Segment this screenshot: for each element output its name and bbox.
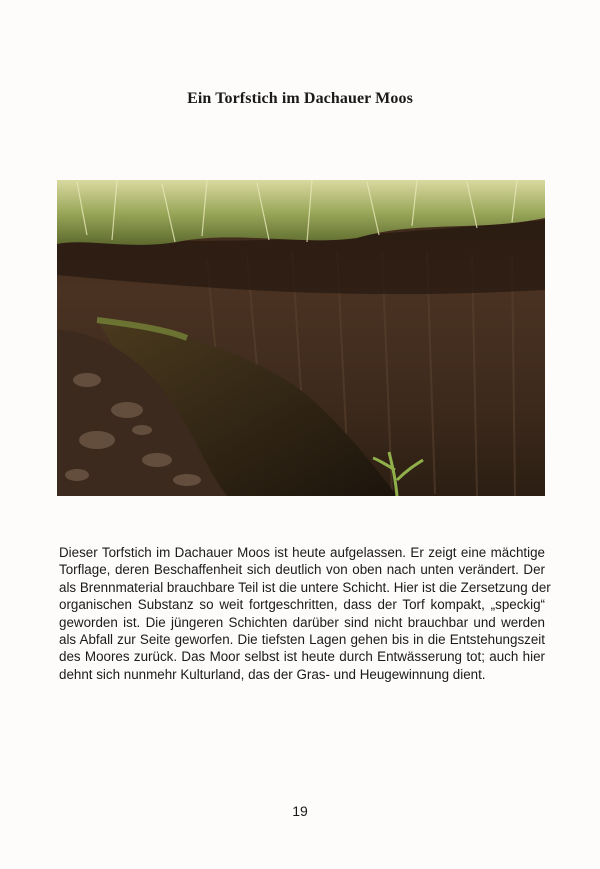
body-line: als Abfall zur Seite geworfen. Die tiefsten Lagen gehen bis in die Entstehungszeit <box>59 632 545 648</box>
body-line: als Brennmaterial brauchbare Teil ist die untere Schicht. Hier ist die Zersetzung der <box>59 579 551 595</box>
body-line: Dieser Torfstich im Dachauer Moos ist heute aufgelassen. Er zeigt eine mächtige <box>59 545 545 560</box>
body-line: organischen Substanz so weit fortgeschritten, dass der Torf kompakt, „speckig“ <box>59 597 545 613</box>
body-line: geworden ist. Die jüngeren Schichten darüber sind nicht brauchbar und werden <box>59 614 545 630</box>
page-number: 19 <box>292 803 308 819</box>
page-title: Ein Torfstich im Dachauer Moos <box>187 90 413 107</box>
body-line: dehnt sich nunmehr Kulturland, das der Gras- und Heugewinnung dient. <box>59 666 486 682</box>
body-line: Torflage, deren Beschaffenheit sich deutlich von oben nach unten verändert. Der <box>59 562 545 578</box>
body-paragraph <box>59 544 551 683</box>
body-line: des Moores zurück. Das Moor selbst ist heute durch Entwässerung tot; auch hier <box>59 649 545 665</box>
peat-cutting-illustration <box>57 180 545 496</box>
peat-cutting-photo <box>57 180 545 496</box>
